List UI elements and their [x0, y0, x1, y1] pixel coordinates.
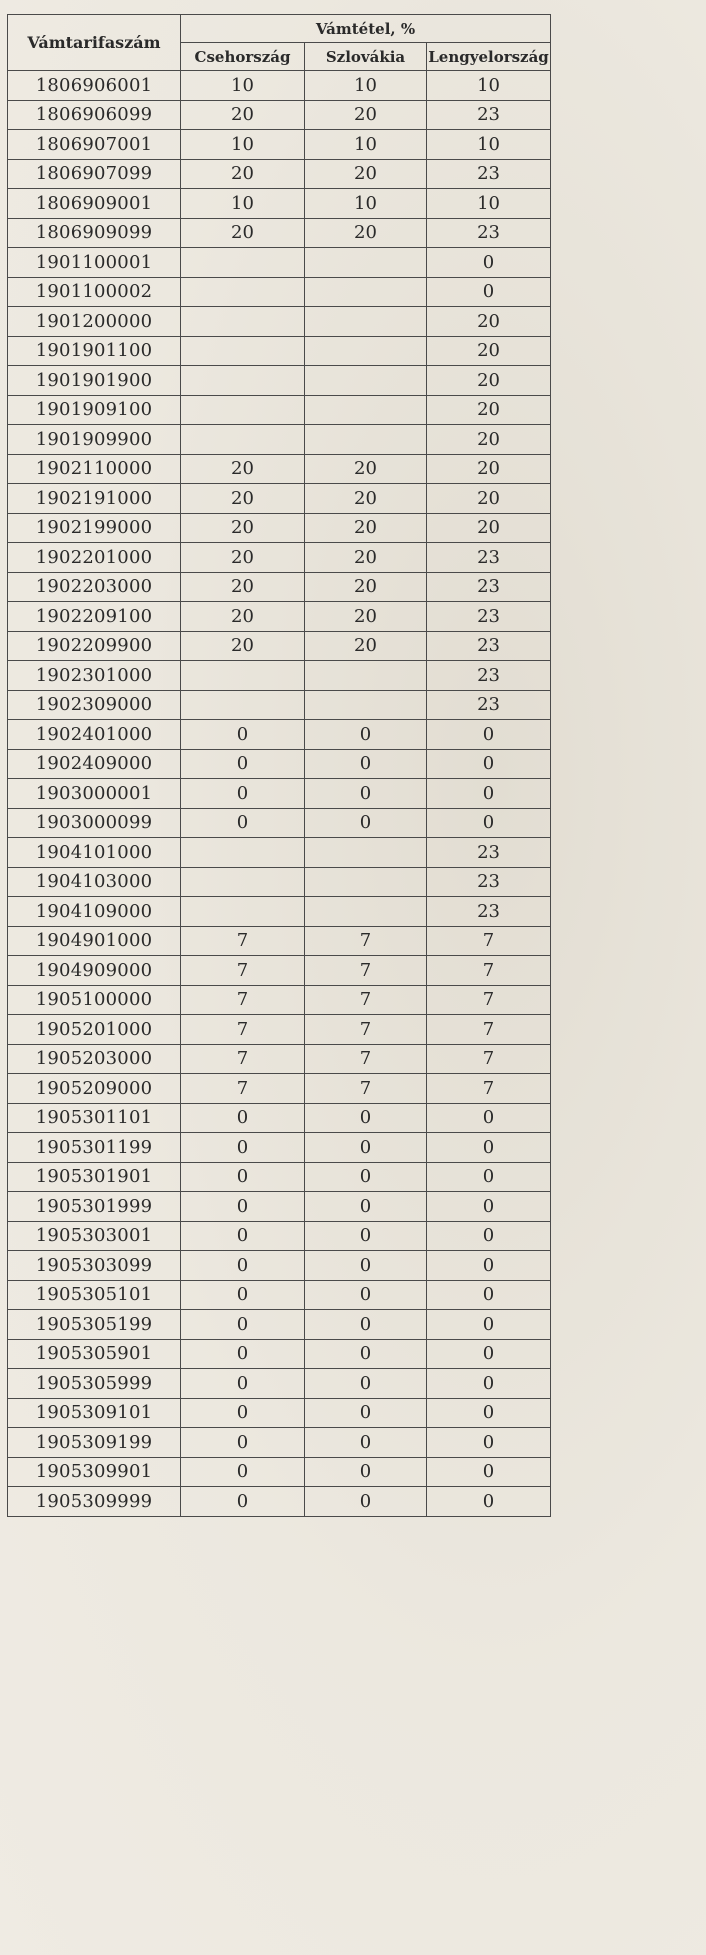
tariff-code-cell: 1905309901 — [8, 1457, 181, 1487]
slovakia-rate-cell: 10 — [305, 189, 427, 219]
czech-rate-cell: 0 — [181, 1192, 305, 1222]
tariff-code-cell: 1904103000 — [8, 867, 181, 897]
poland-rate-cell: 10 — [427, 189, 551, 219]
slovakia-rate-cell: 20 — [305, 454, 427, 484]
table-row — [8, 1398, 551, 1428]
poland-rate-cell: 23 — [427, 100, 551, 130]
czech-rate-cell — [181, 838, 305, 868]
slovakia-rate-cell — [305, 248, 427, 278]
poland-rate-cell: 23 — [427, 572, 551, 602]
tariff-code-cell: 1901901100 — [8, 336, 181, 366]
tariff-code-cell: 1901909100 — [8, 395, 181, 425]
table-row — [8, 513, 551, 543]
slovakia-rate-cell: 10 — [305, 130, 427, 160]
tariff-code-cell: 1902209900 — [8, 631, 181, 661]
table-row — [8, 1457, 551, 1487]
slovakia-rate-cell — [305, 336, 427, 366]
poland-rate-cell: 0 — [427, 1192, 551, 1222]
slovakia-rate-cell: 20 — [305, 543, 427, 573]
czech-rate-cell: 0 — [181, 1398, 305, 1428]
tariff-code-cell: 1806909001 — [8, 189, 181, 219]
tariff-code-cell: 1903000001 — [8, 779, 181, 809]
table-row — [8, 661, 551, 691]
czech-rate-cell: 7 — [181, 926, 305, 956]
tariff-code-cell: 1806906099 — [8, 100, 181, 130]
table-row — [8, 926, 551, 956]
slovakia-rate-cell: 0 — [305, 1251, 427, 1281]
poland-rate-cell: 20 — [427, 484, 551, 514]
poland-rate-cell: 0 — [427, 1251, 551, 1281]
table-row — [8, 808, 551, 838]
czech-rate-cell: 20 — [181, 631, 305, 661]
czech-rate-cell — [181, 690, 305, 720]
tariff-code-cell: 1902309000 — [8, 690, 181, 720]
table-row — [8, 307, 551, 337]
poland-rate-cell: 7 — [427, 926, 551, 956]
czech-rate-cell: 0 — [181, 1221, 305, 1251]
poland-rate-cell: 0 — [427, 749, 551, 779]
czech-rate-cell: 0 — [181, 808, 305, 838]
table-row — [8, 1221, 551, 1251]
czech-rate-cell: 20 — [181, 100, 305, 130]
header-tariff-code: Vámtarifaszám — [8, 15, 181, 71]
czech-rate-cell: 0 — [181, 779, 305, 809]
tariff-code-cell: 1806907099 — [8, 159, 181, 189]
slovakia-rate-cell — [305, 277, 427, 307]
slovakia-rate-cell: 0 — [305, 720, 427, 750]
table-row — [8, 425, 551, 455]
tariff-code-cell: 1903000099 — [8, 808, 181, 838]
slovakia-rate-cell — [305, 867, 427, 897]
tariff-code-cell: 1901909900 — [8, 425, 181, 455]
table-row — [8, 336, 551, 366]
czech-rate-cell: 20 — [181, 484, 305, 514]
slovakia-rate-cell: 0 — [305, 1398, 427, 1428]
table-row — [8, 1310, 551, 1340]
czech-rate-cell — [181, 248, 305, 278]
slovakia-rate-cell — [305, 897, 427, 927]
table-row — [8, 779, 551, 809]
tariff-code-cell: 1905309199 — [8, 1428, 181, 1458]
poland-rate-cell: 7 — [427, 1074, 551, 1104]
czech-rate-cell — [181, 661, 305, 691]
czech-rate-cell: 10 — [181, 130, 305, 160]
poland-rate-cell: 20 — [427, 425, 551, 455]
poland-rate-cell: 0 — [427, 248, 551, 278]
czech-rate-cell — [181, 425, 305, 455]
tariff-code-cell: 1905201000 — [8, 1015, 181, 1045]
czech-rate-cell: 0 — [181, 1487, 305, 1517]
slovakia-rate-cell: 0 — [305, 1457, 427, 1487]
table-row — [8, 1103, 551, 1133]
slovakia-rate-cell: 0 — [305, 1369, 427, 1399]
poland-rate-cell: 10 — [427, 71, 551, 101]
czech-rate-cell: 0 — [181, 1457, 305, 1487]
poland-rate-cell: 0 — [427, 1280, 551, 1310]
table-row — [8, 1280, 551, 1310]
table-row — [8, 366, 551, 396]
czech-rate-cell — [181, 897, 305, 927]
tariff-code-cell: 1904109000 — [8, 897, 181, 927]
slovakia-rate-cell — [305, 690, 427, 720]
slovakia-rate-cell: 0 — [305, 779, 427, 809]
czech-rate-cell — [181, 867, 305, 897]
slovakia-rate-cell: 0 — [305, 1192, 427, 1222]
poland-rate-cell: 20 — [427, 366, 551, 396]
poland-rate-cell: 0 — [427, 808, 551, 838]
czech-rate-cell: 0 — [181, 1133, 305, 1163]
table-row — [8, 159, 551, 189]
poland-rate-cell: 23 — [427, 690, 551, 720]
poland-rate-cell: 23 — [427, 602, 551, 632]
poland-rate-cell: 7 — [427, 956, 551, 986]
table-row — [8, 690, 551, 720]
slovakia-rate-cell — [305, 366, 427, 396]
table-row — [8, 484, 551, 514]
tariff-code-cell: 1904901000 — [8, 926, 181, 956]
tariff-code-cell: 1901901900 — [8, 366, 181, 396]
slovakia-rate-cell: 0 — [305, 1133, 427, 1163]
poland-rate-cell: 0 — [427, 779, 551, 809]
poland-rate-cell: 0 — [427, 1457, 551, 1487]
czech-rate-cell: 20 — [181, 602, 305, 632]
czech-rate-cell: 0 — [181, 1369, 305, 1399]
table-row — [8, 454, 551, 484]
czech-rate-cell: 20 — [181, 218, 305, 248]
tariff-code-cell: 1902401000 — [8, 720, 181, 750]
slovakia-rate-cell: 20 — [305, 484, 427, 514]
slovakia-rate-cell: 20 — [305, 631, 427, 661]
poland-rate-cell: 23 — [427, 897, 551, 927]
table-row — [8, 985, 551, 1015]
table-row — [8, 956, 551, 986]
table-row — [8, 1192, 551, 1222]
slovakia-rate-cell: 0 — [305, 1162, 427, 1192]
slovakia-rate-cell: 0 — [305, 1487, 427, 1517]
poland-rate-cell: 20 — [427, 513, 551, 543]
czech-rate-cell — [181, 336, 305, 366]
czech-rate-cell: 0 — [181, 1280, 305, 1310]
tariff-code-cell: 1902409000 — [8, 749, 181, 779]
poland-rate-cell: 0 — [427, 1310, 551, 1340]
tariff-code-cell: 1902191000 — [8, 484, 181, 514]
slovakia-rate-cell — [305, 395, 427, 425]
czech-rate-cell: 7 — [181, 1074, 305, 1104]
tariff-code-cell: 1905305199 — [8, 1310, 181, 1340]
tariff-code-cell: 1806907001 — [8, 130, 181, 160]
slovakia-rate-cell: 0 — [305, 749, 427, 779]
tariff-code-cell: 1905309999 — [8, 1487, 181, 1517]
poland-rate-cell: 23 — [427, 218, 551, 248]
czech-rate-cell — [181, 366, 305, 396]
tariff-code-cell: 1905209000 — [8, 1074, 181, 1104]
poland-rate-cell: 23 — [427, 838, 551, 868]
slovakia-rate-cell: 20 — [305, 602, 427, 632]
table-body — [8, 71, 551, 1517]
tariff-code-cell: 1806909099 — [8, 218, 181, 248]
poland-rate-cell: 23 — [427, 661, 551, 691]
czech-rate-cell: 20 — [181, 543, 305, 573]
tariff-code-cell: 1905303001 — [8, 1221, 181, 1251]
poland-rate-cell: 20 — [427, 336, 551, 366]
poland-rate-cell: 0 — [427, 1133, 551, 1163]
tariff-code-cell: 1902301000 — [8, 661, 181, 691]
table-row — [8, 218, 551, 248]
slovakia-rate-cell: 0 — [305, 1221, 427, 1251]
tariff-code-cell: 1905203000 — [8, 1044, 181, 1074]
tariff-code-cell: 1902203000 — [8, 572, 181, 602]
table-row — [8, 897, 551, 927]
header-duty-rate: Vámtétel, % — [181, 15, 551, 43]
poland-rate-cell: 0 — [427, 720, 551, 750]
czech-rate-cell: 0 — [181, 1310, 305, 1340]
tariff-code-cell: 1905301199 — [8, 1133, 181, 1163]
slovakia-rate-cell: 7 — [305, 956, 427, 986]
tariff-code-cell: 1905305901 — [8, 1339, 181, 1369]
tariff-code-cell: 1901200000 — [8, 307, 181, 337]
slovakia-rate-cell: 7 — [305, 1015, 427, 1045]
czech-rate-cell: 10 — [181, 71, 305, 101]
slovakia-rate-cell: 0 — [305, 1280, 427, 1310]
poland-rate-cell: 0 — [427, 1103, 551, 1133]
tariff-code-cell: 1904101000 — [8, 838, 181, 868]
table-row — [8, 395, 551, 425]
tariff-code-cell: 1905301999 — [8, 1192, 181, 1222]
slovakia-rate-cell: 0 — [305, 808, 427, 838]
poland-rate-cell: 0 — [427, 1339, 551, 1369]
header-country-slovakia: Szlovákia — [305, 43, 427, 71]
table-row — [8, 1487, 551, 1517]
table-row — [8, 100, 551, 130]
table-row — [8, 277, 551, 307]
table-row — [8, 602, 551, 632]
czech-rate-cell: 7 — [181, 1015, 305, 1045]
poland-rate-cell: 0 — [427, 1398, 551, 1428]
slovakia-rate-cell: 20 — [305, 159, 427, 189]
poland-rate-cell: 7 — [427, 985, 551, 1015]
czech-rate-cell: 20 — [181, 572, 305, 602]
czech-rate-cell: 0 — [181, 1103, 305, 1133]
table-row — [8, 867, 551, 897]
czech-rate-cell: 0 — [181, 1251, 305, 1281]
table-row — [8, 1044, 551, 1074]
slovakia-rate-cell: 0 — [305, 1428, 427, 1458]
table-row — [8, 720, 551, 750]
tariff-code-cell: 1905309101 — [8, 1398, 181, 1428]
table-row — [8, 1074, 551, 1104]
poland-rate-cell: 0 — [427, 1428, 551, 1458]
slovakia-rate-cell — [305, 307, 427, 337]
header-country-poland: Lengyelország — [427, 43, 551, 71]
czech-rate-cell: 10 — [181, 189, 305, 219]
poland-rate-cell: 0 — [427, 1221, 551, 1251]
slovakia-rate-cell: 0 — [305, 1339, 427, 1369]
table-row — [8, 1015, 551, 1045]
czech-rate-cell: 0 — [181, 720, 305, 750]
tariff-code-cell: 1902201000 — [8, 543, 181, 573]
table-row — [8, 631, 551, 661]
slovakia-rate-cell: 20 — [305, 100, 427, 130]
slovakia-rate-cell: 20 — [305, 513, 427, 543]
tariff-code-cell: 1905303099 — [8, 1251, 181, 1281]
tariff-code-cell: 1905100000 — [8, 985, 181, 1015]
czech-rate-cell: 7 — [181, 985, 305, 1015]
table-row — [8, 71, 551, 101]
slovakia-rate-cell: 0 — [305, 1310, 427, 1340]
slovakia-rate-cell — [305, 661, 427, 691]
tariff-code-cell: 1806906001 — [8, 71, 181, 101]
czech-rate-cell: 20 — [181, 454, 305, 484]
slovakia-rate-cell: 20 — [305, 218, 427, 248]
table-row — [8, 1251, 551, 1281]
czech-rate-cell — [181, 307, 305, 337]
czech-rate-cell: 7 — [181, 956, 305, 986]
czech-rate-cell — [181, 277, 305, 307]
slovakia-rate-cell: 0 — [305, 1103, 427, 1133]
poland-rate-cell: 0 — [427, 1162, 551, 1192]
czech-rate-cell: 7 — [181, 1044, 305, 1074]
czech-rate-cell: 0 — [181, 1339, 305, 1369]
table-row — [8, 572, 551, 602]
tariff-code-cell: 1905305101 — [8, 1280, 181, 1310]
tariff-code-cell: 1905301101 — [8, 1103, 181, 1133]
poland-rate-cell: 20 — [427, 307, 551, 337]
table-row — [8, 1428, 551, 1458]
table-row — [8, 1369, 551, 1399]
header-country-czech: Csehország — [181, 43, 305, 71]
tariff-code-cell: 1905305999 — [8, 1369, 181, 1399]
czech-rate-cell: 0 — [181, 749, 305, 779]
table-header — [8, 15, 551, 71]
table-row — [8, 1339, 551, 1369]
poland-rate-cell: 0 — [427, 1487, 551, 1517]
slovakia-rate-cell: 7 — [305, 985, 427, 1015]
table-row — [8, 1133, 551, 1163]
tariff-code-cell: 1902110000 — [8, 454, 181, 484]
slovakia-rate-cell: 7 — [305, 1044, 427, 1074]
tariff-code-cell: 1902199000 — [8, 513, 181, 543]
table-row — [8, 838, 551, 868]
poland-rate-cell: 23 — [427, 867, 551, 897]
table-row — [8, 543, 551, 573]
poland-rate-cell: 20 — [427, 454, 551, 484]
slovakia-rate-cell: 7 — [305, 926, 427, 956]
poland-rate-cell: 23 — [427, 631, 551, 661]
table-row — [8, 248, 551, 278]
czech-rate-cell: 20 — [181, 159, 305, 189]
slovakia-rate-cell: 7 — [305, 1074, 427, 1104]
slovakia-rate-cell — [305, 838, 427, 868]
poland-rate-cell: 7 — [427, 1044, 551, 1074]
slovakia-rate-cell: 20 — [305, 572, 427, 602]
czech-rate-cell: 20 — [181, 513, 305, 543]
poland-rate-cell: 0 — [427, 277, 551, 307]
poland-rate-cell: 0 — [427, 1369, 551, 1399]
tariff-code-cell: 1905301901 — [8, 1162, 181, 1192]
czech-rate-cell: 0 — [181, 1428, 305, 1458]
czech-rate-cell — [181, 395, 305, 425]
tariff-code-cell: 1901100001 — [8, 248, 181, 278]
tariff-code-cell: 1901100002 — [8, 277, 181, 307]
tariff-table — [7, 14, 551, 1517]
slovakia-rate-cell: 10 — [305, 71, 427, 101]
table-row — [8, 1162, 551, 1192]
tariff-code-cell: 1904909000 — [8, 956, 181, 986]
table-row — [8, 130, 551, 160]
poland-rate-cell: 23 — [427, 543, 551, 573]
slovakia-rate-cell — [305, 425, 427, 455]
poland-rate-cell: 20 — [427, 395, 551, 425]
poland-rate-cell: 10 — [427, 130, 551, 160]
poland-rate-cell: 7 — [427, 1015, 551, 1045]
table-row — [8, 749, 551, 779]
table-row — [8, 189, 551, 219]
poland-rate-cell: 23 — [427, 159, 551, 189]
tariff-code-cell: 1902209100 — [8, 602, 181, 632]
czech-rate-cell: 0 — [181, 1162, 305, 1192]
